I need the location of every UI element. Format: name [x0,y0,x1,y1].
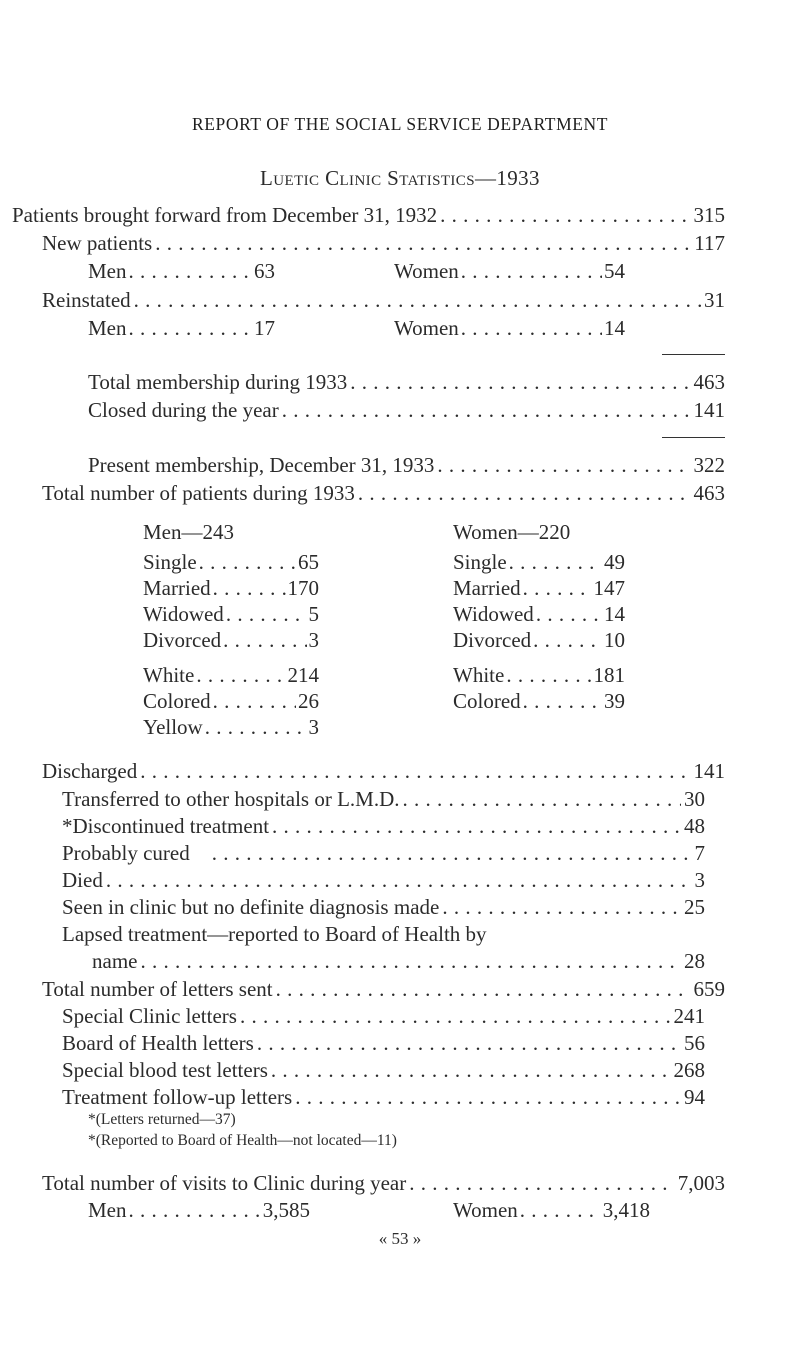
footnote: *(Letters returned—37) [88,1111,236,1128]
row-label: Discharged [42,759,138,783]
breakdown-value: 63 [254,259,275,283]
summary-row [12,202,725,228]
row-value: 315 [693,203,725,227]
row-label: Patients brought forward from December 31, 1932 [12,203,438,227]
men-stat-row [143,601,319,627]
breakdown-value: 54 [604,259,625,283]
discharged-item [62,867,705,893]
breakdown-label: Women [394,316,459,340]
letters-item [62,1003,705,1029]
breakdown-men [88,258,275,284]
sum-rule [662,437,725,438]
discharged-item-text: Lapsed treatment—reported to Board of Health by [62,922,487,946]
item-value: 94 [684,1085,705,1109]
breakdown-label: Women [453,1198,518,1222]
item-label: Transferred to other hospitals or L.M.D. [62,787,400,811]
discharged-item [92,948,705,974]
row-label: Total number of letters sent [42,977,273,1001]
stat-label: Divorced [143,628,222,652]
row-value: 463 [693,481,725,505]
women-stat-row [453,688,625,714]
item-value: 3 [694,868,705,892]
row-label: Present membership, December 31, 1933 [88,453,435,477]
women-stat-row [453,662,625,688]
row-value: 117 [694,231,725,255]
row-value: 141 [693,759,725,783]
item-label: Special blood test letters [62,1058,268,1082]
summary-row [88,369,725,395]
stat-value: 147 [593,576,625,600]
item-value: 241 [673,1004,705,1028]
page-header: REPORT OF THE SOCIAL SERVICE DEPARTMENT [191,114,609,134]
women-stat-row [453,549,625,575]
men-stat-row [143,549,319,575]
item-value: 25 [684,895,705,919]
stat-label: Colored [143,689,211,713]
item-label: Special Clinic letters [62,1004,237,1028]
stat-value: 5 [308,602,319,626]
item-label: Probably cured [62,841,190,865]
stat-label: Single [143,550,197,574]
row-value: 31 [704,288,725,312]
row-value: 322 [693,453,725,477]
item-value: 48 [684,814,705,838]
stat-label: Widowed [453,602,534,626]
item-label: Died [62,868,103,892]
stat-value: 65 [298,550,319,574]
discharged-item [62,894,705,920]
page-number: « 53 » [378,1229,422,1248]
letters-item [62,1057,705,1083]
discharged-item [62,786,705,812]
row-value: 141 [693,398,725,422]
visits-women [453,1197,650,1223]
stat-label: White [453,663,505,687]
stat-value: 3 [308,628,319,652]
breakdown-women [394,315,625,341]
stat-value: 49 [604,550,625,574]
women-heading: Women—220 [453,520,571,544]
summary-row [88,397,725,423]
men-stat-row [143,688,319,714]
stat-label: Colored [453,689,521,713]
men-stat-row [143,627,319,653]
breakdown-value: 3,585 [262,1198,310,1222]
stat-label: Widowed [143,602,224,626]
stat-label: Divorced [453,628,532,652]
stat-label: Yellow [143,715,203,739]
stat-label: Married [453,576,521,600]
men-stat-row [143,662,319,688]
stat-label: Married [143,576,211,600]
item-label: name [92,949,138,973]
stat-value: 10 [604,628,625,652]
women-stat-row [453,575,625,601]
stat-value: 3 [308,715,319,739]
letters-row [42,976,725,1002]
stat-label: White [143,663,195,687]
row-label: Closed during the year [88,398,279,422]
summary-row [42,287,725,313]
summary-row [42,230,725,256]
breakdown-women [394,258,625,284]
breakdown-label: Men [88,316,127,340]
summary-row [42,480,725,506]
row-label: New patients [42,231,153,255]
men-stat-row [143,575,319,601]
stat-value: 170 [287,576,319,600]
men-stat-row [143,714,319,740]
footnote: *(Reported to Board of Health—not located—11) [88,1132,397,1149]
breakdown-label: Men [88,259,127,283]
visits-row [42,1170,725,1196]
letters-item [62,1084,705,1110]
row-value: 463 [693,370,725,394]
item-label: Treatment follow-up letters [62,1085,293,1109]
item-value: 56 [684,1031,705,1055]
breakdown-value: 14 [604,316,625,340]
sum-rule [662,354,725,355]
item-value: 7 [694,841,705,865]
stat-value: 39 [604,689,625,713]
stat-value: 14 [604,602,625,626]
women-stat-row [453,601,625,627]
discharged-item [62,840,705,866]
item-value: 28 [684,949,705,973]
page-title: Luetic Clinic Statistics—1933 [260,166,540,190]
item-value: 30 [684,787,705,811]
stat-value: 26 [298,689,319,713]
item-label: *Discontinued treatment [62,814,270,838]
discharged-item [62,813,705,839]
breakdown-value: 17 [254,316,275,340]
item-label: Seen in clinic but no definite diagnosis made [62,895,440,919]
breakdown-label: Men [88,1198,127,1222]
row-value: 659 [693,977,725,1001]
letters-item [62,1030,705,1056]
row-label: Total number of patients during 1933 [42,481,355,505]
women-stat-row [453,627,625,653]
stat-label: Single [453,550,507,574]
summary-row [88,452,725,478]
row-label: Total number of visits to Clinic during year [42,1171,407,1195]
men-heading: Men—243 [143,520,234,544]
item-value: 268 [673,1058,705,1082]
breakdown-label: Women [394,259,459,283]
breakdown-men [88,315,275,341]
item-label: Board of Health letters [62,1031,254,1055]
stat-value: 214 [287,663,319,687]
breakdown-value: 3,418 [602,1198,650,1222]
stat-value: 181 [593,663,625,687]
visits-men [88,1197,310,1223]
row-label: Total membership during 1933 [88,370,348,394]
row-value: 7,003 [677,1171,725,1195]
row-label: Reinstated [42,288,131,312]
discharged-row [42,758,725,784]
